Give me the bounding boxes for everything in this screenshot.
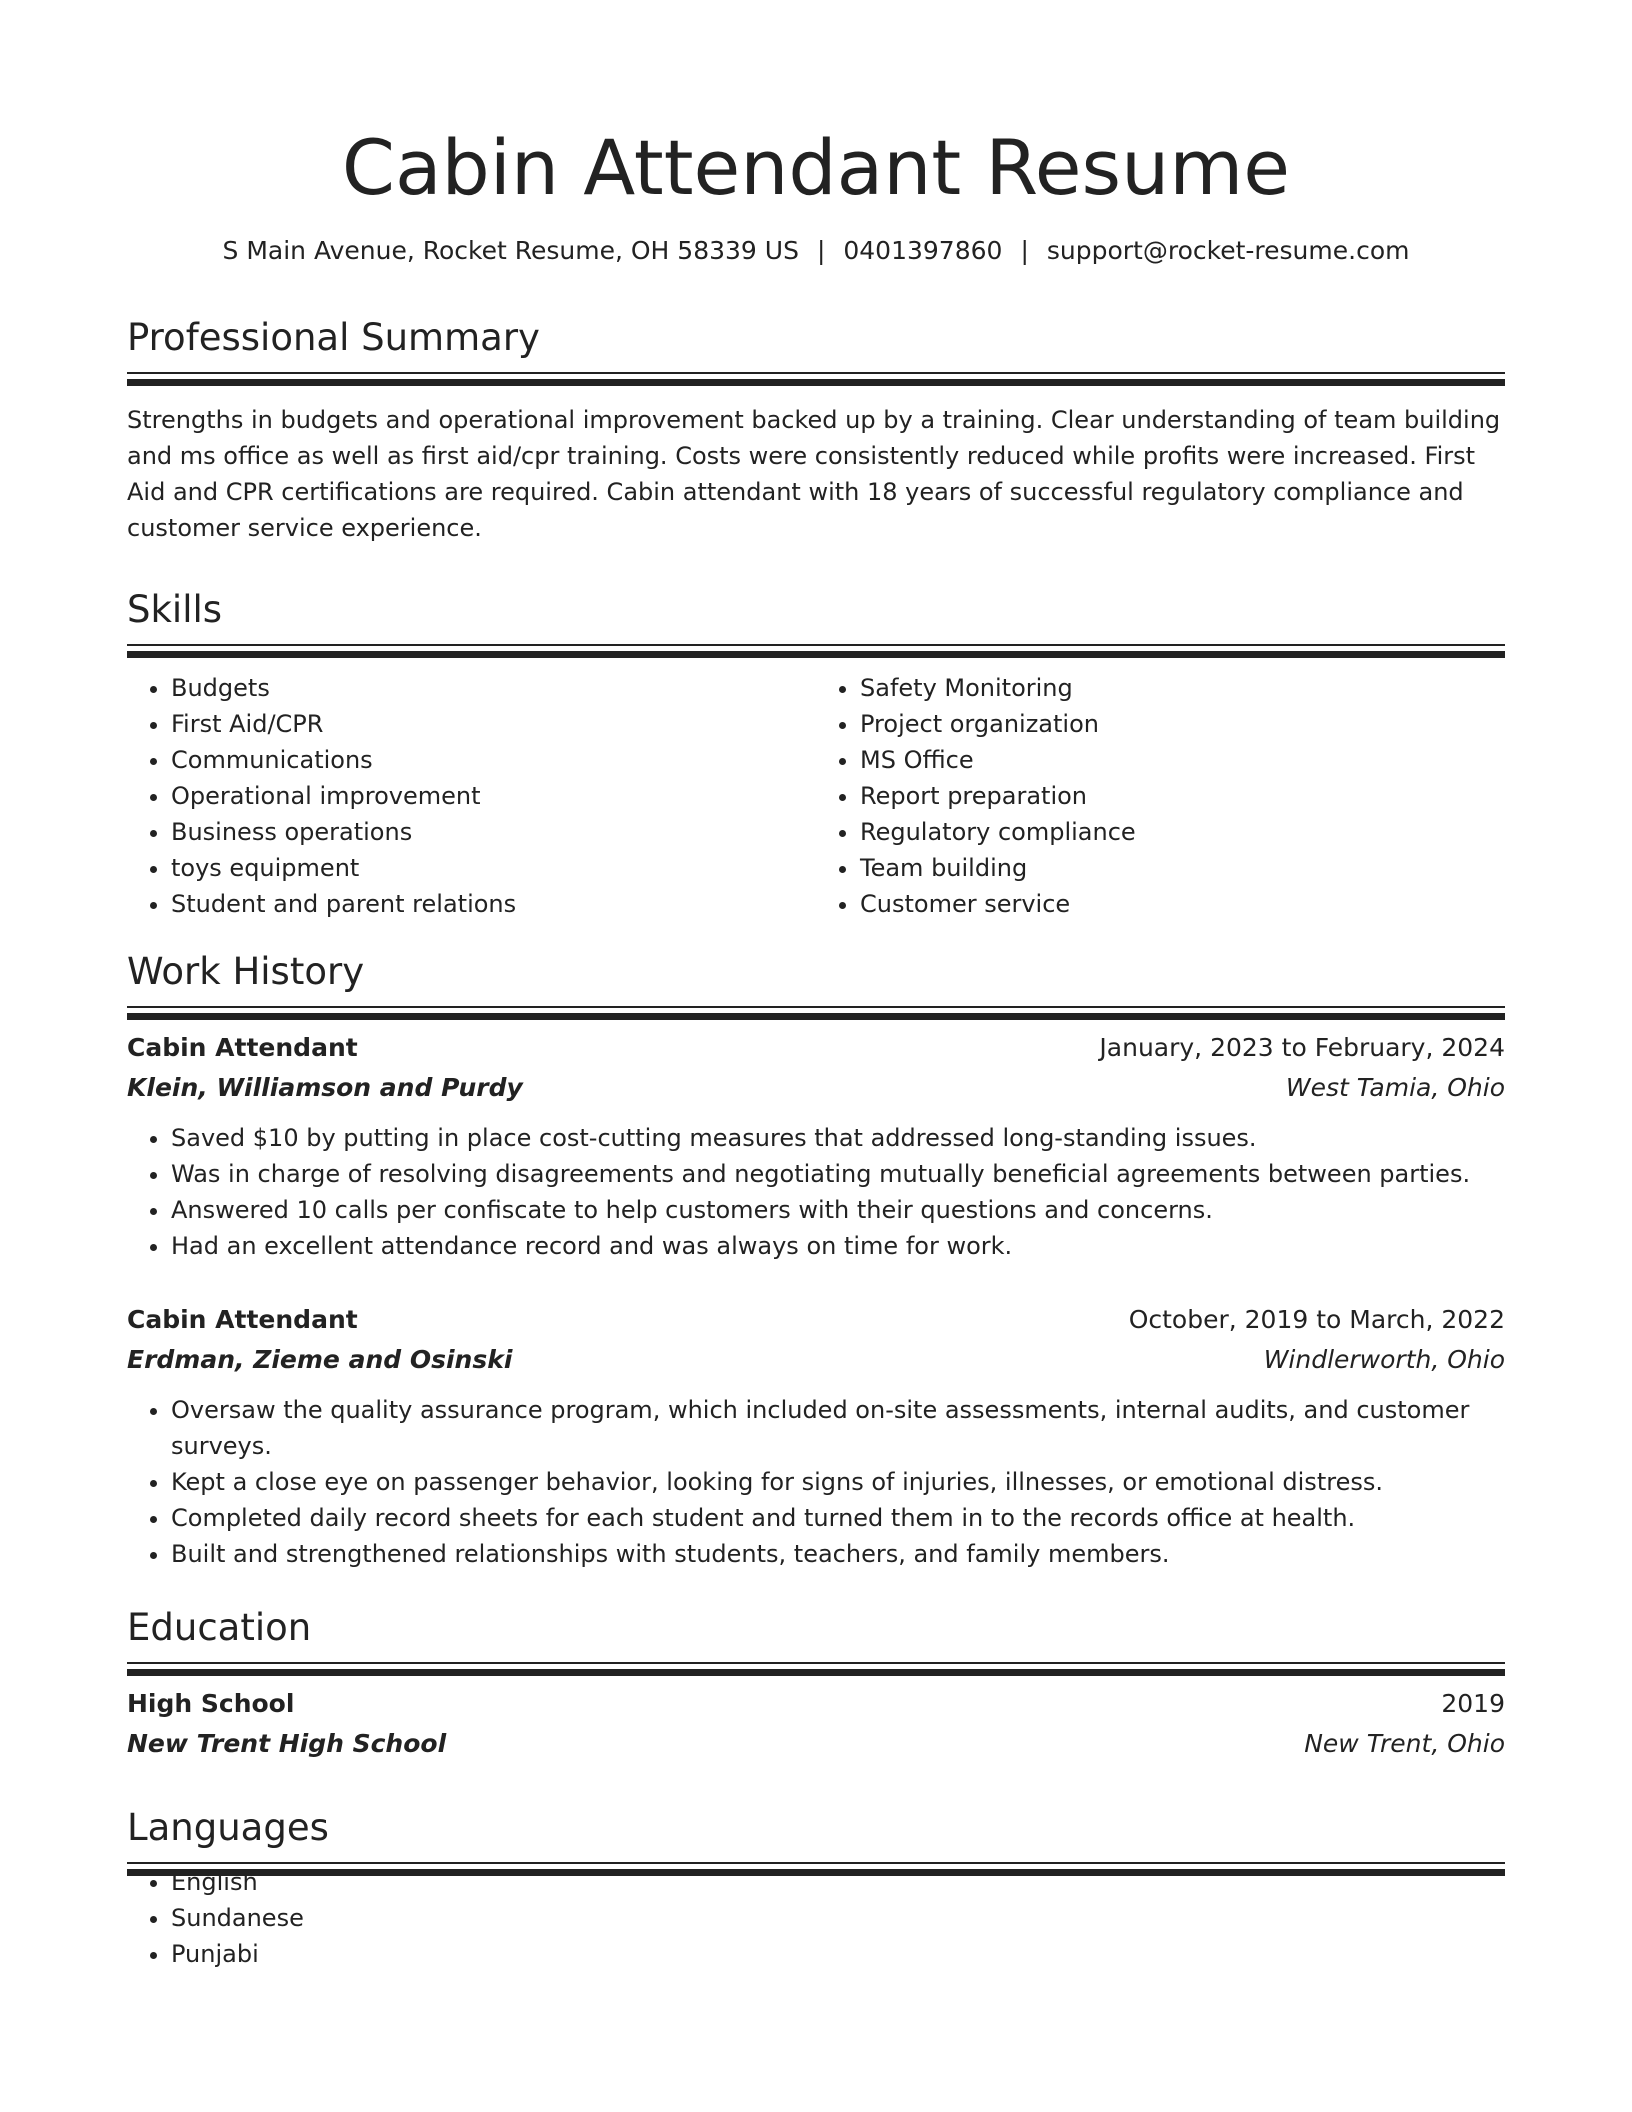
job-entry [127,1300,1505,1572]
job-title: Cabin Attendant [127,1305,358,1334]
languages-section [127,1804,1505,1972]
skill-item: • Team building [860,850,1505,886]
job-duty: • Was in charge of resolving disagreements and negotiating mutually beneficial agreements between parties. [171,1156,1505,1192]
skill-item: • Customer service [860,886,1505,922]
job-duties-list [127,1120,1505,1264]
language-item: • Sundanese [171,1900,1505,1936]
contact-line [127,234,1505,268]
job-duty: • Oversaw the quality assurance program, which included on-site assessments, internal audits, and customer surveys. [171,1392,1505,1464]
contact-phone: 0401397860 [843,236,1003,265]
job-duty: • Answered 10 calls per confiscate to help customers with their questions and concerns. [171,1192,1505,1228]
contact-address: S Main Avenue, Rocket Resume, OH 58339 US [222,236,799,265]
job-duties-list [127,1392,1505,1572]
job-duty: • Completed daily record sheets for each student and turned them in to the records office at health. [171,1500,1505,1536]
languages-heading: Languages [127,1806,329,1849]
job-duty: • Had an excellent attendance record and was always on time for work. [171,1228,1505,1264]
contact-separator: | [816,236,826,265]
job-company: Klein, Williamson and Purdy [127,1073,523,1102]
skill-item: • MS Office [860,742,1505,778]
language-item: • Punjabi [171,1936,1505,1972]
skills-columns [127,670,1505,922]
skills-list-left [127,670,816,922]
job-duty: • Saved $10 by putting in place cost-cutting measures that addressed long-standing issues. [171,1120,1505,1156]
skill-item: • Business operations [171,814,816,850]
contact-separator: | [1020,236,1029,265]
job-dates: October, 2019 to March, 2022 [1128,1305,1505,1334]
education-entry [127,1684,1505,1764]
skills-section [127,586,1505,922]
section-divider [127,372,1505,374]
job-duty: • Built and strengthened relationships with students, teachers, and family members. [171,1536,1505,1572]
language-item: • English [171,1864,1505,1900]
section-divider [127,1006,1505,1008]
education-school: New Trent High School [127,1729,447,1758]
job-company-row [127,1340,1505,1380]
skill-item: • First Aid/CPR [171,706,816,742]
job-entry [127,1028,1505,1264]
education-school-row [127,1724,1505,1764]
skill-item: • Safety Monitoring [860,670,1505,706]
work-history-heading: Work History [127,950,365,993]
skills-list-right [816,670,1505,922]
section-divider [127,644,1505,646]
education-location: New Trent, Ohio [1304,1729,1505,1758]
skill-item: • toys equipment [171,850,816,886]
skill-item: • Budgets [171,670,816,706]
skill-item: • Student and parent relations [171,886,816,922]
skill-item: • Communications [171,742,816,778]
page-title: Cabin Attendant Resume [341,123,1291,212]
education-year: 2019 [1441,1689,1505,1718]
job-company-row [127,1068,1505,1108]
education-header-row [127,1684,1505,1724]
work-history-section [127,948,1505,1572]
skill-item: • Regulatory compliance [860,814,1505,850]
education-section [127,1604,1505,1764]
job-location: West Tamia, Ohio [1285,1073,1505,1102]
job-location: Windlerworth, Ohio [1263,1345,1505,1374]
languages-list [127,1864,1505,1972]
summary-text: Strengths in budgets and operational improvement backed up by a training. Clear understanding of team building and ms office as well as first aid/cpr training. Costs were consistently reduced while profits were increased. First Aid and CPR certifications are required. Cabin attendant with 18 years of successful regulatory compliance and customer service experience. [127,406,1501,542]
job-header-row [127,1028,1505,1068]
skill-item: • Report preparation [860,778,1505,814]
job-header-row [127,1300,1505,1340]
job-company: Erdman, Zieme and Osinski [127,1345,513,1374]
skill-item: • Project organization [860,706,1505,742]
skills-heading: Skills [127,588,223,631]
skill-item: • Operational improvement [171,778,816,814]
summary-heading: Professional Summary [127,316,540,359]
contact-email: support@rocket-resume.com [1046,236,1410,265]
job-dates: January, 2023 to February, 2024 [1099,1033,1505,1062]
job-title: Cabin Attendant [127,1033,358,1062]
summary-section [127,314,1505,546]
section-divider [127,1662,1505,1664]
education-degree: High School [127,1689,295,1718]
section-divider [127,1862,1505,1864]
job-duty: • Kept a close eye on passenger behavior, looking for signs of injuries, illnesses, or emotional distress. [171,1464,1505,1500]
education-heading: Education [127,1606,312,1649]
